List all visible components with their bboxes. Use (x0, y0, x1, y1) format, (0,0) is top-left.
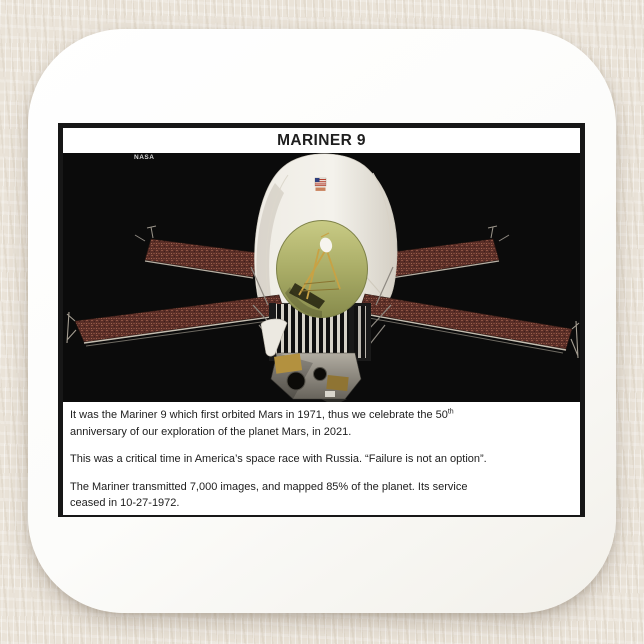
paragraph-anniversary (70, 407, 574, 440)
card-text-panel (63, 402, 580, 515)
photo-credit: NASA (134, 154, 155, 161)
coaster (28, 29, 616, 613)
card-title-bar (63, 128, 580, 153)
card-title: MARINER 9 (277, 131, 366, 149)
paragraph-transmission (70, 479, 574, 512)
transmission-line1: The Mariner transmitted 7,000 images, and mapped 85% of the planet. Its service (70, 480, 468, 493)
us-flag (315, 178, 326, 191)
ordinal-superscript: th (447, 408, 454, 416)
mariner-9-spacecraft-illustration (63, 153, 580, 402)
anniversary-line2: anniversary of our exploration of the planet Mars, in 2021. (70, 425, 352, 438)
paragraph-space-race: This was a critical time in America’s space race with Russia. “Failure is not an option”. (70, 453, 487, 465)
anniversary-line1: It was the Mariner 9 which first orbited Mars in 1971, thus we celebrate the 50 (70, 409, 448, 421)
spacecraft-photo (63, 153, 580, 402)
transmission-line2: ceased in 10-27-1972. (70, 497, 180, 509)
mariner-card (58, 123, 585, 517)
